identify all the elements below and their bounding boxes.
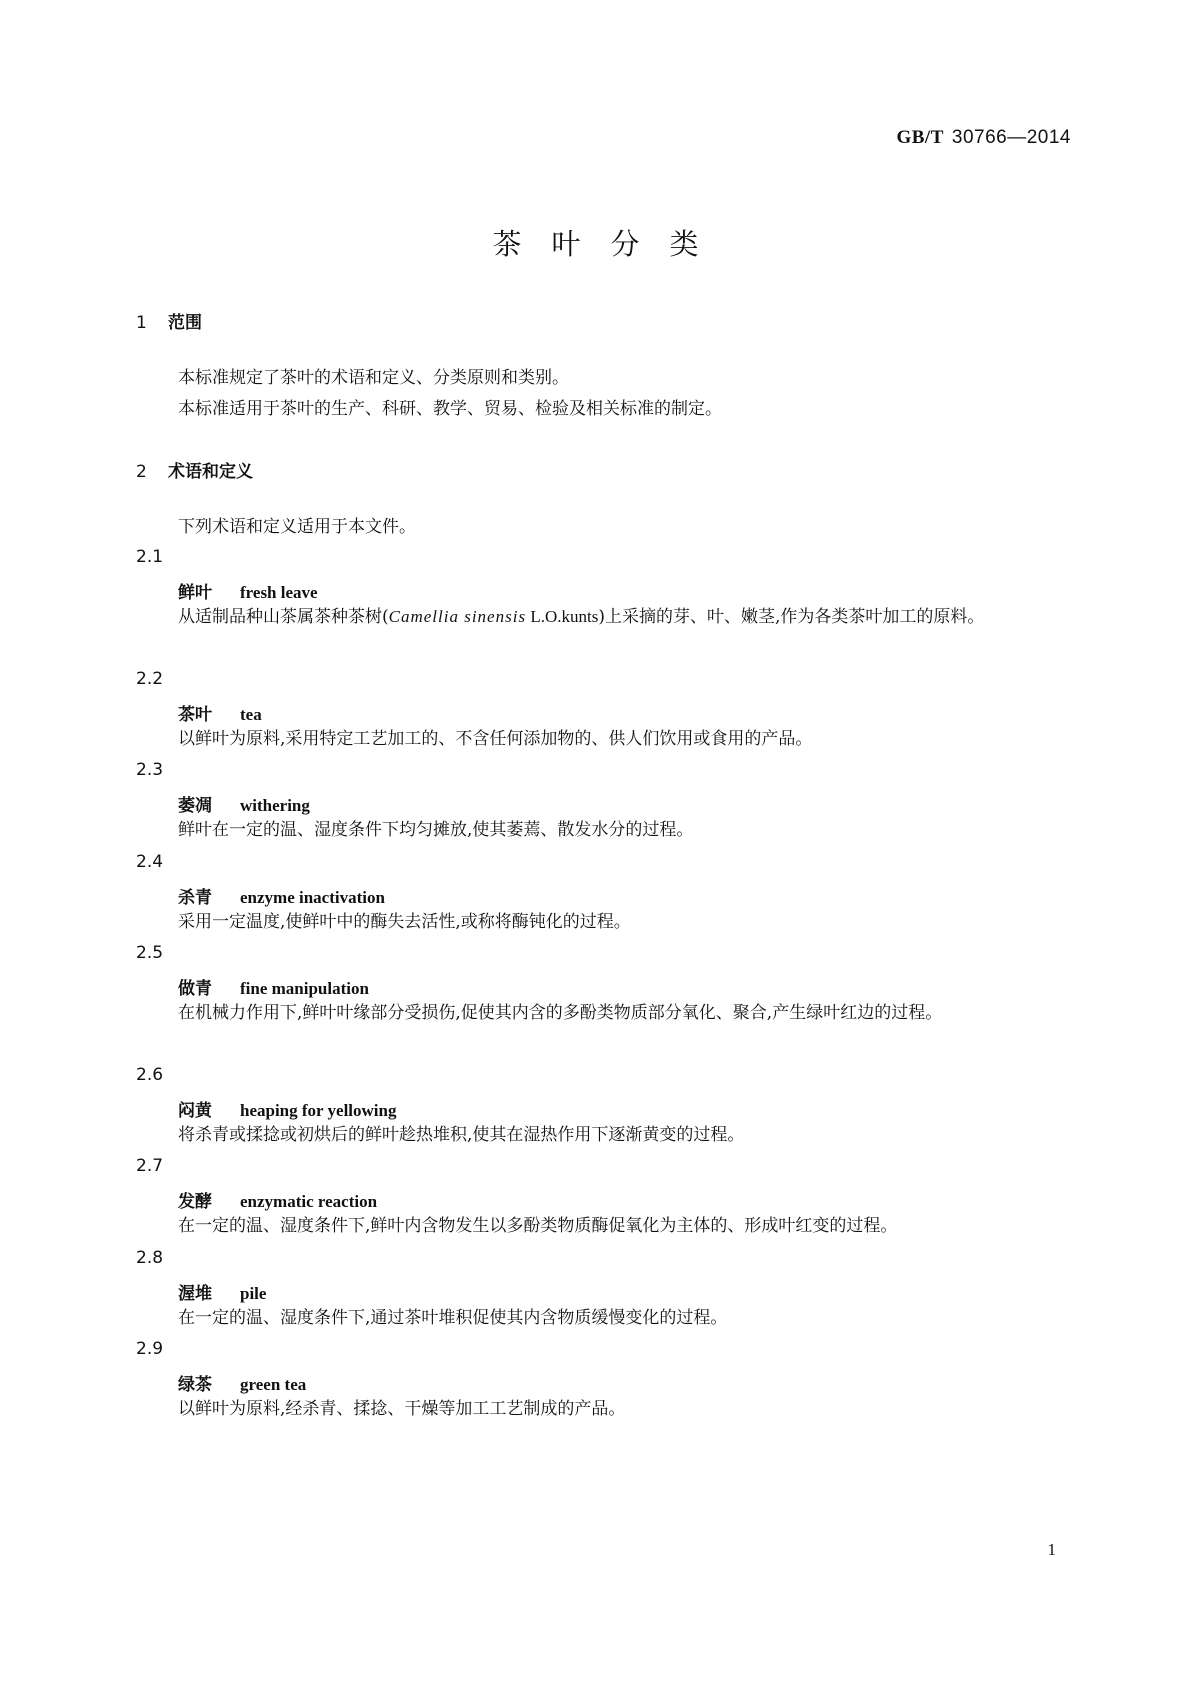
- section-title: 术语和定义: [168, 462, 253, 482]
- term-zh: 绿茶: [178, 1375, 212, 1395]
- clause-number: 2.5: [136, 943, 164, 963]
- term-zh: 渥堆: [178, 1284, 212, 1304]
- clause-number: 2.7: [136, 1156, 164, 1176]
- term-en: pile: [240, 1284, 267, 1303]
- section-heading-terms: [136, 457, 253, 482]
- term-definition: 将杀青或揉捻或初烘后的鲜叶趁热堆积,使其在湿热作用下逐渐黄变的过程。: [178, 1125, 745, 1145]
- term-tea: [178, 700, 262, 725]
- term-zh: 发酵: [178, 1192, 212, 1212]
- term-en: green tea: [240, 1375, 307, 1394]
- clause-number: 2.2: [136, 669, 164, 689]
- species-name: Camellia sinensis: [388, 607, 527, 626]
- term-definition: [136, 601, 1056, 633]
- clause-number: 2.1: [136, 547, 164, 567]
- term-enzymatic-reaction: [178, 1187, 377, 1212]
- standard-prefix: GB/T: [896, 127, 944, 148]
- term-heaping-for-yellowing: [178, 1096, 396, 1121]
- term-zh: 做青: [178, 979, 212, 999]
- term-green-tea: [178, 1370, 306, 1395]
- term-definition: 在一定的温、湿度条件下,通过茶叶堆积促使其内含物质缓慢变化的过程。: [178, 1308, 728, 1328]
- term-pile: [178, 1279, 266, 1304]
- standard-code: [896, 127, 1071, 149]
- document-title: 茶叶分类: [492, 227, 729, 261]
- clause-number: 2.4: [136, 852, 164, 872]
- clause-number: 2.9: [136, 1339, 164, 1359]
- section-heading-scope: [136, 308, 202, 333]
- term-fine-manipulation: [178, 974, 369, 999]
- clause-number: 2.6: [136, 1065, 164, 1085]
- term-definition: 在机械力作用下,鲜叶叶缘部分受损伤,促使其内含的多酚类物质部分氧化、聚合,产生绿叶红边的过程。: [178, 1003, 943, 1023]
- clause-number: 2.8: [136, 1248, 164, 1268]
- section-number: 1: [136, 313, 147, 333]
- term-en: enzyme inactivation: [240, 888, 385, 907]
- term-enzyme-inactivation: [178, 883, 385, 908]
- term-definition: 以鲜叶为原料,采用特定工艺加工的、不含任何添加物的、供人们饮用或食用的产品。: [178, 729, 813, 749]
- term-withering: [178, 791, 310, 816]
- term-zh: 萎凋: [178, 796, 212, 816]
- page-number: 1: [1047, 1540, 1056, 1559]
- definition-text: 从适制品种山茶属茶种茶树(: [178, 607, 389, 627]
- standard-number: 30766—2014: [951, 127, 1071, 148]
- term-zh: 闷黄: [178, 1101, 212, 1121]
- clause-number: 2.3: [136, 760, 164, 780]
- term-en: fresh leave: [240, 583, 318, 602]
- term-en: enzymatic reaction: [240, 1192, 378, 1211]
- terms-intro: 下列术语和定义适用于本文件。: [178, 517, 416, 537]
- term-en: fine manipulation: [240, 979, 369, 998]
- section-title: 范围: [168, 313, 202, 333]
- term-en: tea: [240, 705, 262, 724]
- term-en: withering: [240, 796, 310, 815]
- section-number: 2: [136, 462, 147, 482]
- term-zh: 杀青: [178, 888, 212, 908]
- term-definition: 在一定的温、湿度条件下,鲜叶内含物发生以多酚类物质酶促氧化为主体的、形成叶红变的过程。: [178, 1216, 898, 1236]
- term-definition: 鲜叶在一定的温、湿度条件下均匀摊放,使其萎蔫、散发水分的过程。: [178, 820, 694, 840]
- term-zh: 茶叶: [178, 705, 212, 725]
- term-en: heaping for yellowing: [240, 1101, 397, 1120]
- term-definition: 以鲜叶为原料,经杀青、揉捻、干燥等加工工艺制成的产品。: [178, 1399, 626, 1419]
- scope-paragraph: 本标准规定了茶叶的术语和定义、分类原则和类别。: [178, 368, 569, 388]
- term-definition: 采用一定温度,使鲜叶中的酶失去活性,或称将酶钝化的过程。: [178, 912, 631, 932]
- species-author: L.O.kunts: [526, 607, 599, 626]
- definition-text: )上采摘的芽、叶、嫩茎,作为各类茶叶加工的原料。: [598, 607, 985, 627]
- term-zh: 鲜叶: [178, 583, 212, 603]
- term-fresh-leave: [178, 578, 318, 603]
- scope-paragraph: 本标准适用于茶叶的生产、科研、教学、贸易、检验及相关标准的制定。: [178, 399, 722, 419]
